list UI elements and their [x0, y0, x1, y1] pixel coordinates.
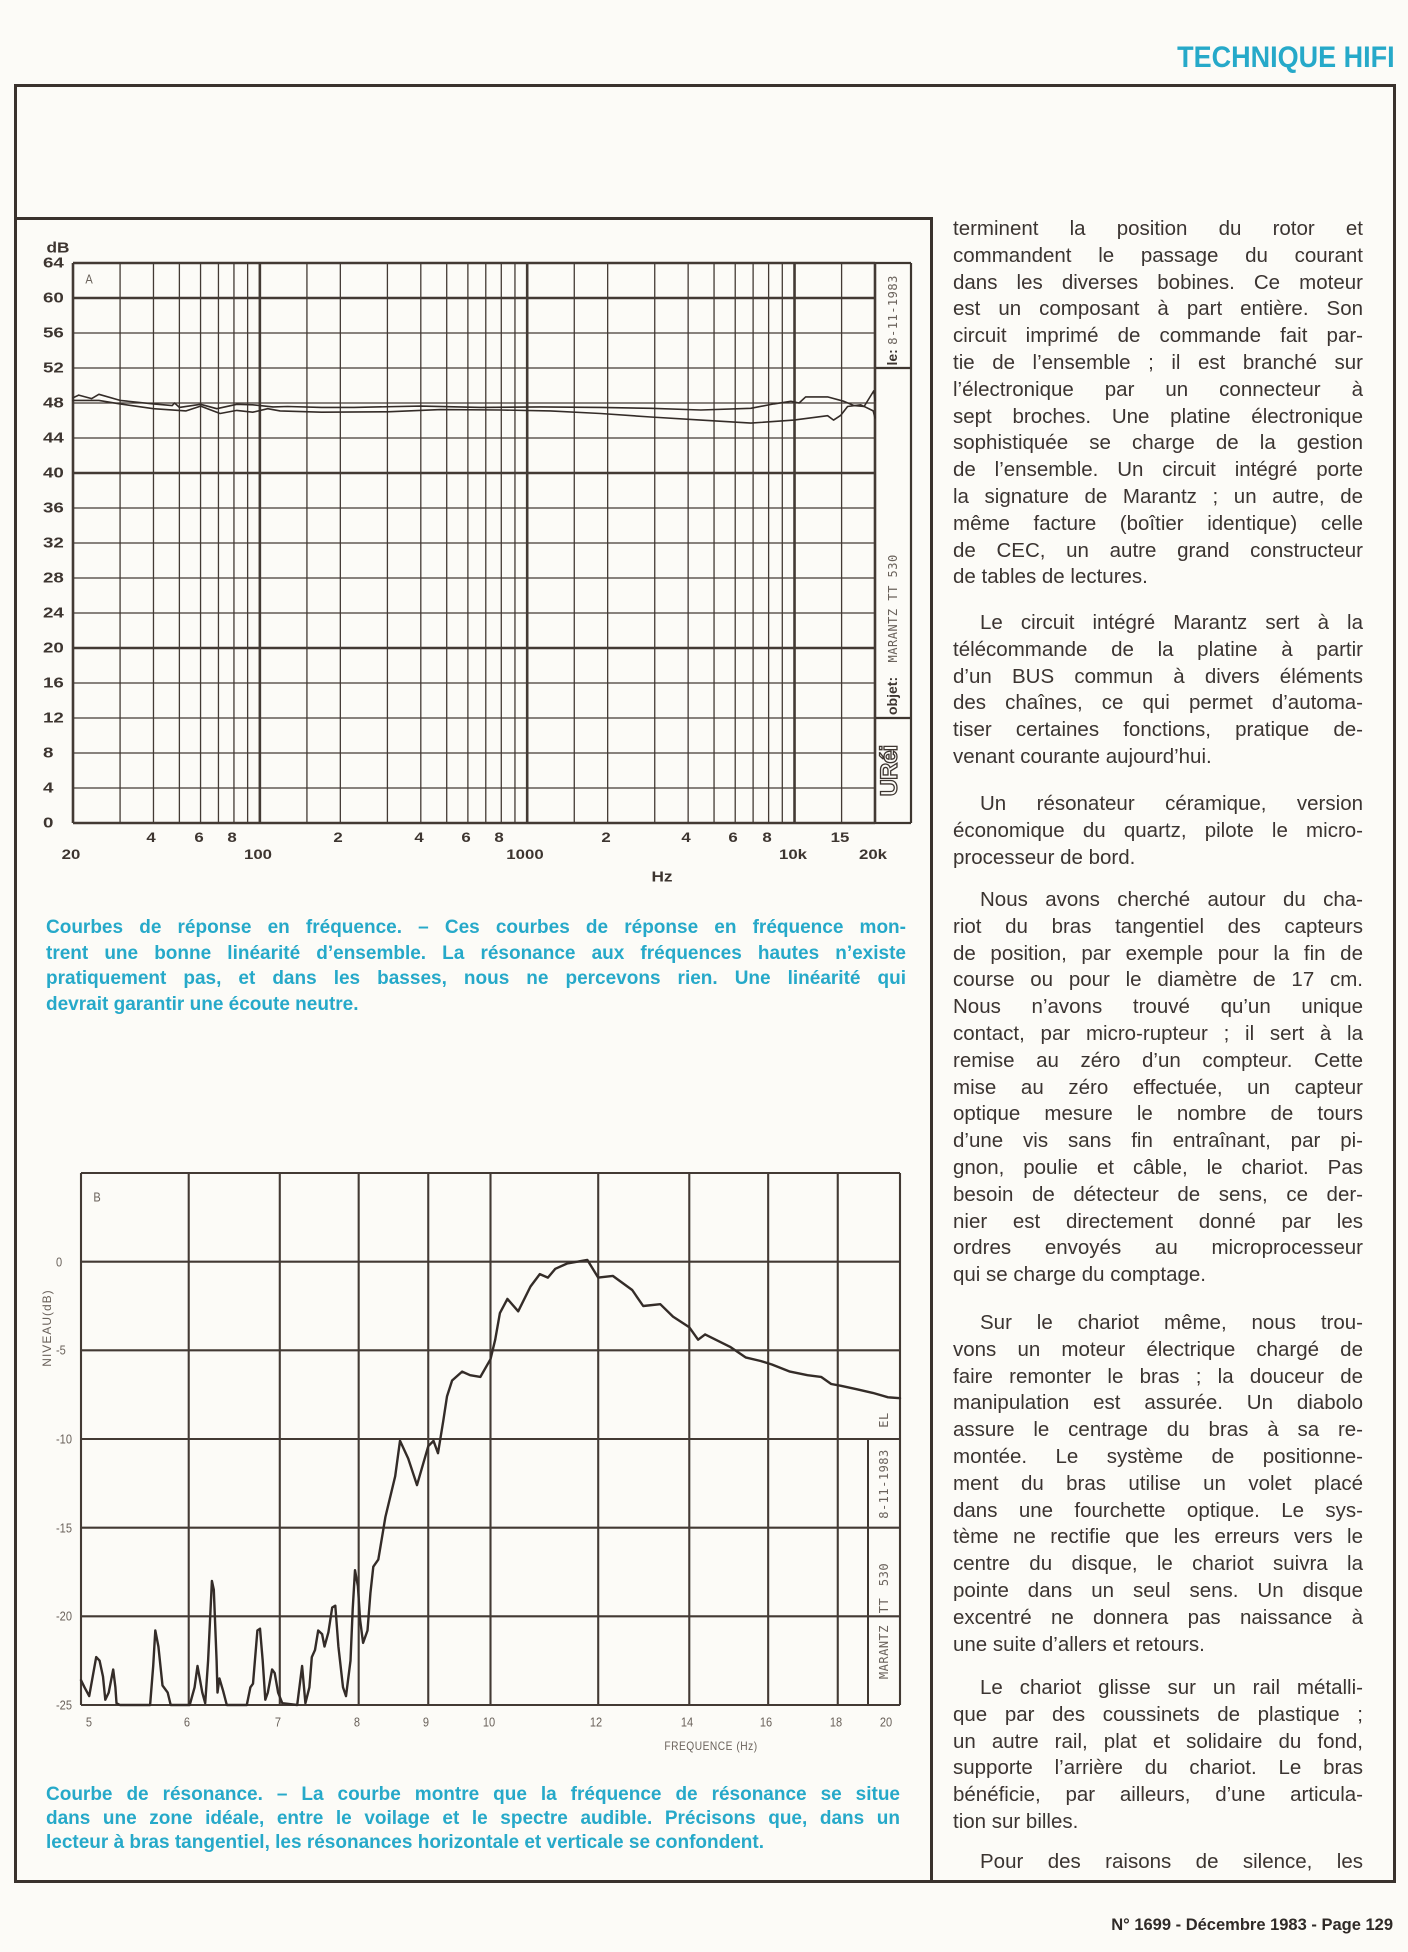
- x-tick-label: 10k: [778, 846, 807, 862]
- date-value: 8-11-1983: [877, 1449, 891, 1519]
- y-tick-label: 16: [43, 674, 64, 692]
- x-tick-label: 20k: [858, 846, 888, 862]
- x-tick-label: 9: [423, 1714, 430, 1730]
- text-line: pointe dans un seul sens. Un disque: [953, 1578, 1363, 1602]
- article-paragraph: [953, 610, 1363, 771]
- text-line: excentré ne donnera pas naissance à: [953, 1605, 1363, 1629]
- text-line: Le chariot glisse sur un rail métalli-: [980, 1676, 1363, 1699]
- y-tick-label: 64: [43, 254, 64, 272]
- chart-b-y-axis-title: [30, 1263, 64, 1393]
- text-line: même facture (boîtier identique) celle: [953, 511, 1363, 535]
- x-tick-label: 10: [482, 1714, 495, 1730]
- text-line: de tables de lectures.: [953, 565, 1148, 589]
- x-tick-label: 12: [590, 1714, 603, 1730]
- x-tick-label: 100: [243, 846, 272, 862]
- chart-a-y-unit: dB: [46, 239, 70, 257]
- y-tick-label: 48: [43, 394, 64, 412]
- text-line: devrait garantir une écoute neutre.: [46, 993, 359, 1015]
- figure-b-caption: [46, 1783, 900, 1855]
- article-paragraph: [953, 216, 1363, 591]
- section-title: TECHNIQUE HIFI: [1177, 41, 1395, 74]
- object-value: MARANTZ TT 530: [877, 1562, 891, 1680]
- text-line: mise au zéro effectuée, un capteur: [953, 1075, 1363, 1099]
- text-line: que par des coussinets de plastique ;: [953, 1702, 1363, 1726]
- x-tick-label: 6: [728, 829, 738, 845]
- y-tick-label: 0: [56, 1254, 63, 1270]
- x-tick-label: 7: [274, 1714, 281, 1730]
- text-line: dans les diverses bobines. Ce moteur: [953, 270, 1363, 294]
- chart-b-date-stamp: [867, 1440, 901, 1528]
- text-line: circuit imprimé de commande fait par-: [953, 324, 1363, 348]
- article-paragraph: [953, 1675, 1363, 1836]
- y-tick-label: 60: [43, 289, 64, 307]
- x-tick-label: 8: [761, 829, 772, 845]
- x-tick-label: 6: [461, 829, 471, 845]
- y-tick-label: -15: [56, 1520, 72, 1536]
- text-line: pratiquement pas, et dans les basses, nous ne percevons rien. Une linéarité qui: [46, 968, 906, 989]
- text-line: télécommande de la platine à partir: [953, 637, 1363, 661]
- text-line: Sur le chariot même, nous trou-: [980, 1311, 1363, 1334]
- text-line: de position, par exemple pour la fin de: [953, 941, 1363, 965]
- article-paragraph: [953, 791, 1363, 871]
- y-tick-label: 4: [43, 779, 54, 797]
- text-line: commandent le passage du courant: [953, 243, 1363, 267]
- text-line: course ou pour le diamètre de 17 cm.: [953, 968, 1363, 992]
- object-prefix: objet:: [884, 676, 900, 715]
- text-line: d’un BUS commun à divers éléments: [953, 664, 1363, 688]
- y-tick-label: 52: [43, 359, 64, 377]
- text-line: dans une zone idéale, entre le voilage et le spectre audible. Précisons que, dans un: [46, 1808, 900, 1829]
- x-tick-label: 8: [494, 829, 504, 845]
- text-line: ment du bras utilise un volet placé: [953, 1471, 1363, 1495]
- text-line: Courbes de réponse en fréquence. – Ces courbes de réponse en fréquence mon-: [46, 917, 906, 938]
- y-tick-label: 32: [43, 534, 64, 552]
- x-tick-label: 5: [85, 1714, 93, 1730]
- text-line: Le circuit intégré Marantz sert à la: [980, 611, 1363, 634]
- x-tick-label: 20: [61, 846, 81, 862]
- text-line: optique mesure le nombre de tours: [953, 1102, 1363, 1126]
- y-tick-label: 8: [43, 744, 54, 762]
- y-tick-label: 40: [43, 464, 64, 482]
- chart-a-object-stamp: [876, 368, 910, 718]
- text-line: tie de l’ensemble ; il est branché sur: [953, 350, 1363, 374]
- figure-a-caption: [46, 915, 906, 1017]
- text-line: processeur de bord.: [953, 845, 1136, 869]
- x-tick-label: 16: [760, 1714, 773, 1730]
- text-line: une suite d’allers et retours.: [953, 1632, 1205, 1656]
- y-tick-label: 56: [43, 324, 64, 342]
- article-paragraph: [953, 1310, 1363, 1658]
- text-line: est un composant à part entière. Son: [953, 297, 1363, 321]
- text-line: de CEC, un autre grand constructeur: [953, 538, 1363, 562]
- x-tick-label: 18: [829, 1714, 842, 1730]
- text-line: besoin de détecteur de sens, ce der-: [953, 1182, 1363, 1206]
- text-line: Nous avons cherché autour du cha-: [980, 888, 1363, 911]
- text-line: Pour des raisons de silence, les: [980, 1850, 1363, 1873]
- x-tick-label: 8: [227, 829, 237, 845]
- y-tick-label: -20: [56, 1608, 72, 1624]
- text-line: assure le centrage du bras à sa re-: [953, 1418, 1363, 1442]
- chart-a-x-unit: Hz: [651, 868, 673, 886]
- text-line: riot du bras tangentiel des capteurs: [953, 914, 1363, 938]
- text-line: d’une vis sans fin entraînant, par pi-: [953, 1129, 1363, 1153]
- x-tick-label: 4: [681, 829, 691, 845]
- chart-b-initials-stamp: [867, 1405, 901, 1435]
- text-line: un autre rail, plat et solidaire du fond,: [953, 1729, 1363, 1753]
- article-paragraph: [953, 887, 1363, 1289]
- date-prefix: le:: [884, 348, 900, 365]
- text-line: sophistiquée se charge de la gestion: [953, 431, 1363, 455]
- text-line: économique du quartz, pilote le micro-: [953, 818, 1363, 842]
- text-line: remise au zéro d’un compteur. Cette: [953, 1048, 1363, 1072]
- page-footer-issue: N° 1699 - Décembre 1983 - Page 129: [1111, 1916, 1393, 1934]
- y-axis-title-text: NIVEAU(dB): [40, 1289, 54, 1367]
- y-tick-label: 0: [43, 814, 54, 832]
- text-line: des chaînes, ce qui permet d’automa-: [953, 691, 1363, 715]
- x-tick-label: 15: [830, 829, 849, 845]
- x-tick-label: 6: [183, 1714, 190, 1730]
- text-line: dans une fourchette optique. Le sys-: [953, 1498, 1363, 1522]
- text-line: la signature de Marantz ; un autre, de: [953, 484, 1363, 508]
- object-value: MARANTZ TT 530: [886, 554, 900, 663]
- text-line: lecteur à bras tangentiel, les résonances horizontale et verticale se confondent.: [46, 1832, 765, 1853]
- text-line: Un résonateur céramique, version: [980, 792, 1363, 815]
- chart-b-object-stamp: [867, 1533, 901, 1710]
- x-tick-label: 14: [681, 1714, 694, 1730]
- x-tick-label: 2: [333, 829, 344, 845]
- text-line: de l’ensemble. Un circuit intégré porte: [953, 458, 1363, 482]
- y-tick-label: 36: [43, 499, 64, 517]
- chart-b-panel-letter: B: [93, 1189, 101, 1205]
- lab-logo: [876, 718, 910, 823]
- text-line: trent une bonne linéarité d’ensemble. La résonance aux fréquences hautes n’existe: [46, 942, 906, 964]
- x-tick-label: 8: [353, 1714, 360, 1730]
- text-line: Courbe de résonance. – La courbe montre que la fréquence de résonance se situe: [46, 1784, 900, 1805]
- initials-text: EL: [877, 1412, 891, 1428]
- chart-a-panel-letter: A: [85, 271, 93, 287]
- text-line: sept broches. Une platine électronique: [953, 404, 1363, 428]
- text-line: tion sur billes.: [953, 1809, 1079, 1833]
- text-line: gnon, poulie et câble, le chariot. Pas: [953, 1155, 1363, 1179]
- y-tick-label: 20: [43, 639, 64, 657]
- lab-logo-text: URéi: [876, 745, 903, 796]
- article-paragraph: [953, 1849, 1363, 1876]
- text-line: Nous n’avons trouvé qu’un unique: [953, 995, 1363, 1019]
- text-line: venant courante aujourd’hui.: [953, 744, 1212, 768]
- text-line: qui se charge du comptage.: [953, 1263, 1206, 1287]
- text-line: supporte l’arrière du chariot. Le bras: [953, 1756, 1363, 1780]
- y-tick-label: 24: [43, 604, 64, 622]
- x-tick-label: 4: [414, 829, 424, 845]
- y-tick-label: 44: [43, 429, 64, 447]
- x-tick-label: 2: [600, 829, 611, 845]
- y-tick-label: 28: [43, 569, 64, 587]
- text-line: terminent la position du rotor et: [953, 217, 1363, 240]
- y-tick-label: -10: [56, 1431, 72, 1447]
- text-line: ordres envoyés au microprocesseur: [953, 1236, 1363, 1260]
- y-tick-label: 12: [43, 709, 64, 727]
- y-tick-label: -25: [56, 1697, 72, 1713]
- x-tick-label: 20: [879, 1714, 893, 1730]
- x-tick-label: 4: [146, 829, 157, 845]
- text-line: faire remonter le bras ; la douceur de: [953, 1364, 1363, 1388]
- x-tick-label: 6: [193, 829, 204, 845]
- chart-a-date-stamp: [876, 263, 910, 368]
- text-line: vons un moteur électrique chargé de: [953, 1337, 1363, 1361]
- chart-b-x-axis-title: FREQUENCE (Hz): [664, 1739, 758, 1753]
- text-line: bénéficie, par ailleurs, d’une articula-: [953, 1783, 1363, 1807]
- date-value: 8-11-1983: [886, 274, 900, 345]
- text-line: l’électronique par un connecteur à: [953, 377, 1363, 401]
- text-line: nier est directement donné par les: [953, 1209, 1363, 1233]
- text-line: montée. Le système de positionne-: [953, 1444, 1363, 1468]
- text-line: manipulation est assurée. Un diabolo: [953, 1391, 1363, 1415]
- text-line: centre du disque, le chariot suivra la: [953, 1552, 1363, 1576]
- text-line: tiser certaines fonctions, pratique de-: [953, 718, 1363, 742]
- text-line: tème ne rectifie que les erreurs vers le: [953, 1525, 1363, 1549]
- y-tick-label: -5: [56, 1342, 66, 1358]
- x-tick-label: 1000: [506, 846, 544, 862]
- text-line: contact, par micro-rupteur ; il sert à la: [953, 1021, 1363, 1045]
